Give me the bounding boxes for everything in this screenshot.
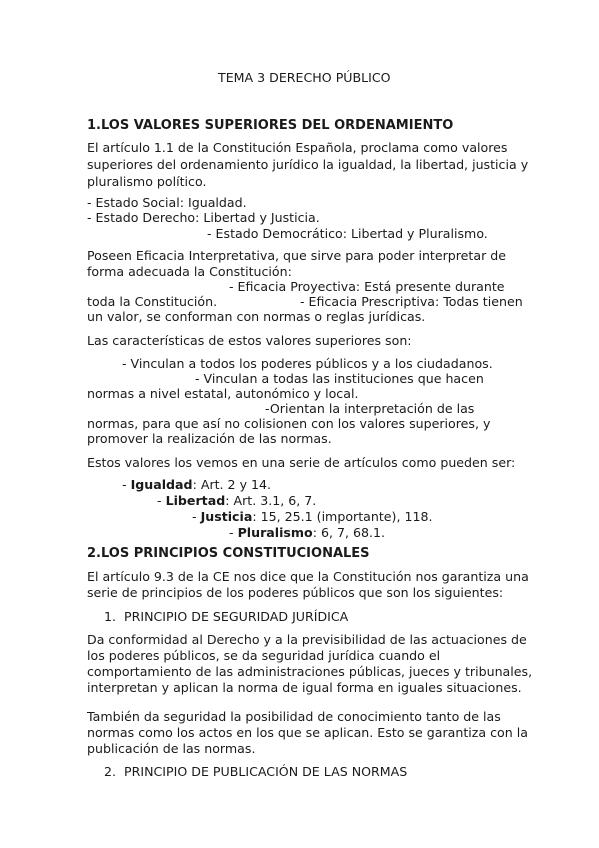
eficacia-line: un valor, se conforman con normas o reglas jurídicas. <box>87 309 426 324</box>
articulo-item-justicia <box>192 509 433 525</box>
estado-derecho-item: - Estado Derecho: Libertad y Justicia. <box>87 210 320 225</box>
caracteristica-line: normas, para que así no colisionen con los valores superiores, y <box>87 416 491 431</box>
document-title: TEMA 3 DERECHO PÚBLICO <box>218 70 391 85</box>
caracteristicas-intro: Las características de estos valores superiores son: <box>87 333 412 348</box>
paragraph-line: normas como los actos en los que se aplican. Esto se garantiza con la <box>87 725 528 740</box>
section-1-intro-line: pluralismo político. <box>87 174 207 189</box>
estado-social-item: - Estado Social: Igualdad. <box>87 195 247 210</box>
caracteristica-line: -Orientan la interpretación de las <box>265 401 475 416</box>
section-1-intro-line: El artículo 1.1 de la Constitución Española, proclama como valores <box>87 140 508 155</box>
eficacia-proyectiva-line: - Eficacia Proyectiva: Está presente durante <box>229 279 505 294</box>
caracteristica-line: promover la realización de las normas. <box>87 431 332 446</box>
articulo-refs: : 6, 7, 68.1. <box>312 525 386 540</box>
articulos-intro: Estos valores los vemos en una serie de artículos como pueden ser: <box>87 455 516 470</box>
section-2-heading: 2.LOS PRINCIPIOS CONSTITUCIONALES <box>87 546 370 561</box>
paragraph-line: los poderes públicos, se da seguridad jurídica cuando el <box>87 648 441 663</box>
articulo-refs: : Art. 3.1, 6, 7. <box>225 493 317 508</box>
articulo-item-libertad <box>157 493 316 509</box>
articulo-refs: : 15, 25.1 (importante), 118. <box>252 509 433 524</box>
paragraph-line: También da seguridad la posibilidad de conocimiento tanto de las <box>87 709 501 724</box>
principle-label: PRINCIPIO DE PUBLICACIÓN DE LAS NORMAS <box>124 764 408 779</box>
section-2-intro-line: serie de principios de los poderes públicos que son los siguientes: <box>87 585 504 600</box>
paragraph-line: publicación de las normas. <box>87 741 256 756</box>
paragraph-line: comportamiento de las administraciones públicas, jueces y tribunales, <box>87 664 533 679</box>
eficacia-line: forma adecuada la Constitución: <box>87 264 292 279</box>
articulo-dash: - <box>122 477 131 492</box>
principle-item-1 <box>104 609 348 625</box>
eficacia-line: Poseen Eficacia Interpretativa, que sirve para poder interpretar de <box>87 248 507 263</box>
articulo-name: Pluralismo <box>237 525 313 540</box>
articulo-name: Igualdad <box>130 477 193 492</box>
articulo-dash: - <box>157 493 166 508</box>
articulo-item-igualdad <box>122 477 271 493</box>
articulo-refs: : Art. 2 y 14. <box>192 477 272 492</box>
eficacia-prescriptiva-line: - Eficacia Prescriptiva: Todas tienen <box>300 294 523 309</box>
eficacia-line: toda la Constitución. <box>87 294 218 309</box>
articulo-dash: - <box>229 525 238 540</box>
principle-number: 1. <box>104 609 117 624</box>
caracteristica-line: - Vinculan a todas las instituciones que hacen <box>195 371 484 386</box>
estado-democratico-item: - Estado Democrático: Libertad y Pluralismo. <box>207 226 488 241</box>
principle-number: 2. <box>104 764 117 779</box>
caracteristica-line: normas a nivel estatal, autonómico y local. <box>87 386 359 401</box>
section-1-intro-line: superiores del ordenamiento jurídico la igualdad, la libertad, justicia y <box>87 157 529 172</box>
section-2-intro-line: El artículo 9.3 de la CE nos dice que la Constitución nos garantiza una <box>87 569 529 584</box>
articulo-name: Justicia <box>200 509 253 524</box>
principle-item-2 <box>104 764 407 780</box>
articulo-name: Libertad <box>165 493 226 508</box>
paragraph-line: interpretan y aplican la norma de igual forma en iguales situaciones. <box>87 680 522 695</box>
section-1-heading: 1.LOS VALORES SUPERIORES DEL ORDENAMIENTO <box>87 118 454 133</box>
caracteristica-line: - Vinculan a todos los poderes públicos y a los ciudadanos. <box>122 356 493 371</box>
paragraph-line: Da conformidad al Derecho y a la previsibilidad de las actuaciones de <box>87 632 527 647</box>
articulo-item-pluralismo <box>229 525 385 541</box>
principle-label: PRINCIPIO DE SEGURIDAD JURÍDICA <box>124 609 349 624</box>
articulo-dash: - <box>192 509 201 524</box>
